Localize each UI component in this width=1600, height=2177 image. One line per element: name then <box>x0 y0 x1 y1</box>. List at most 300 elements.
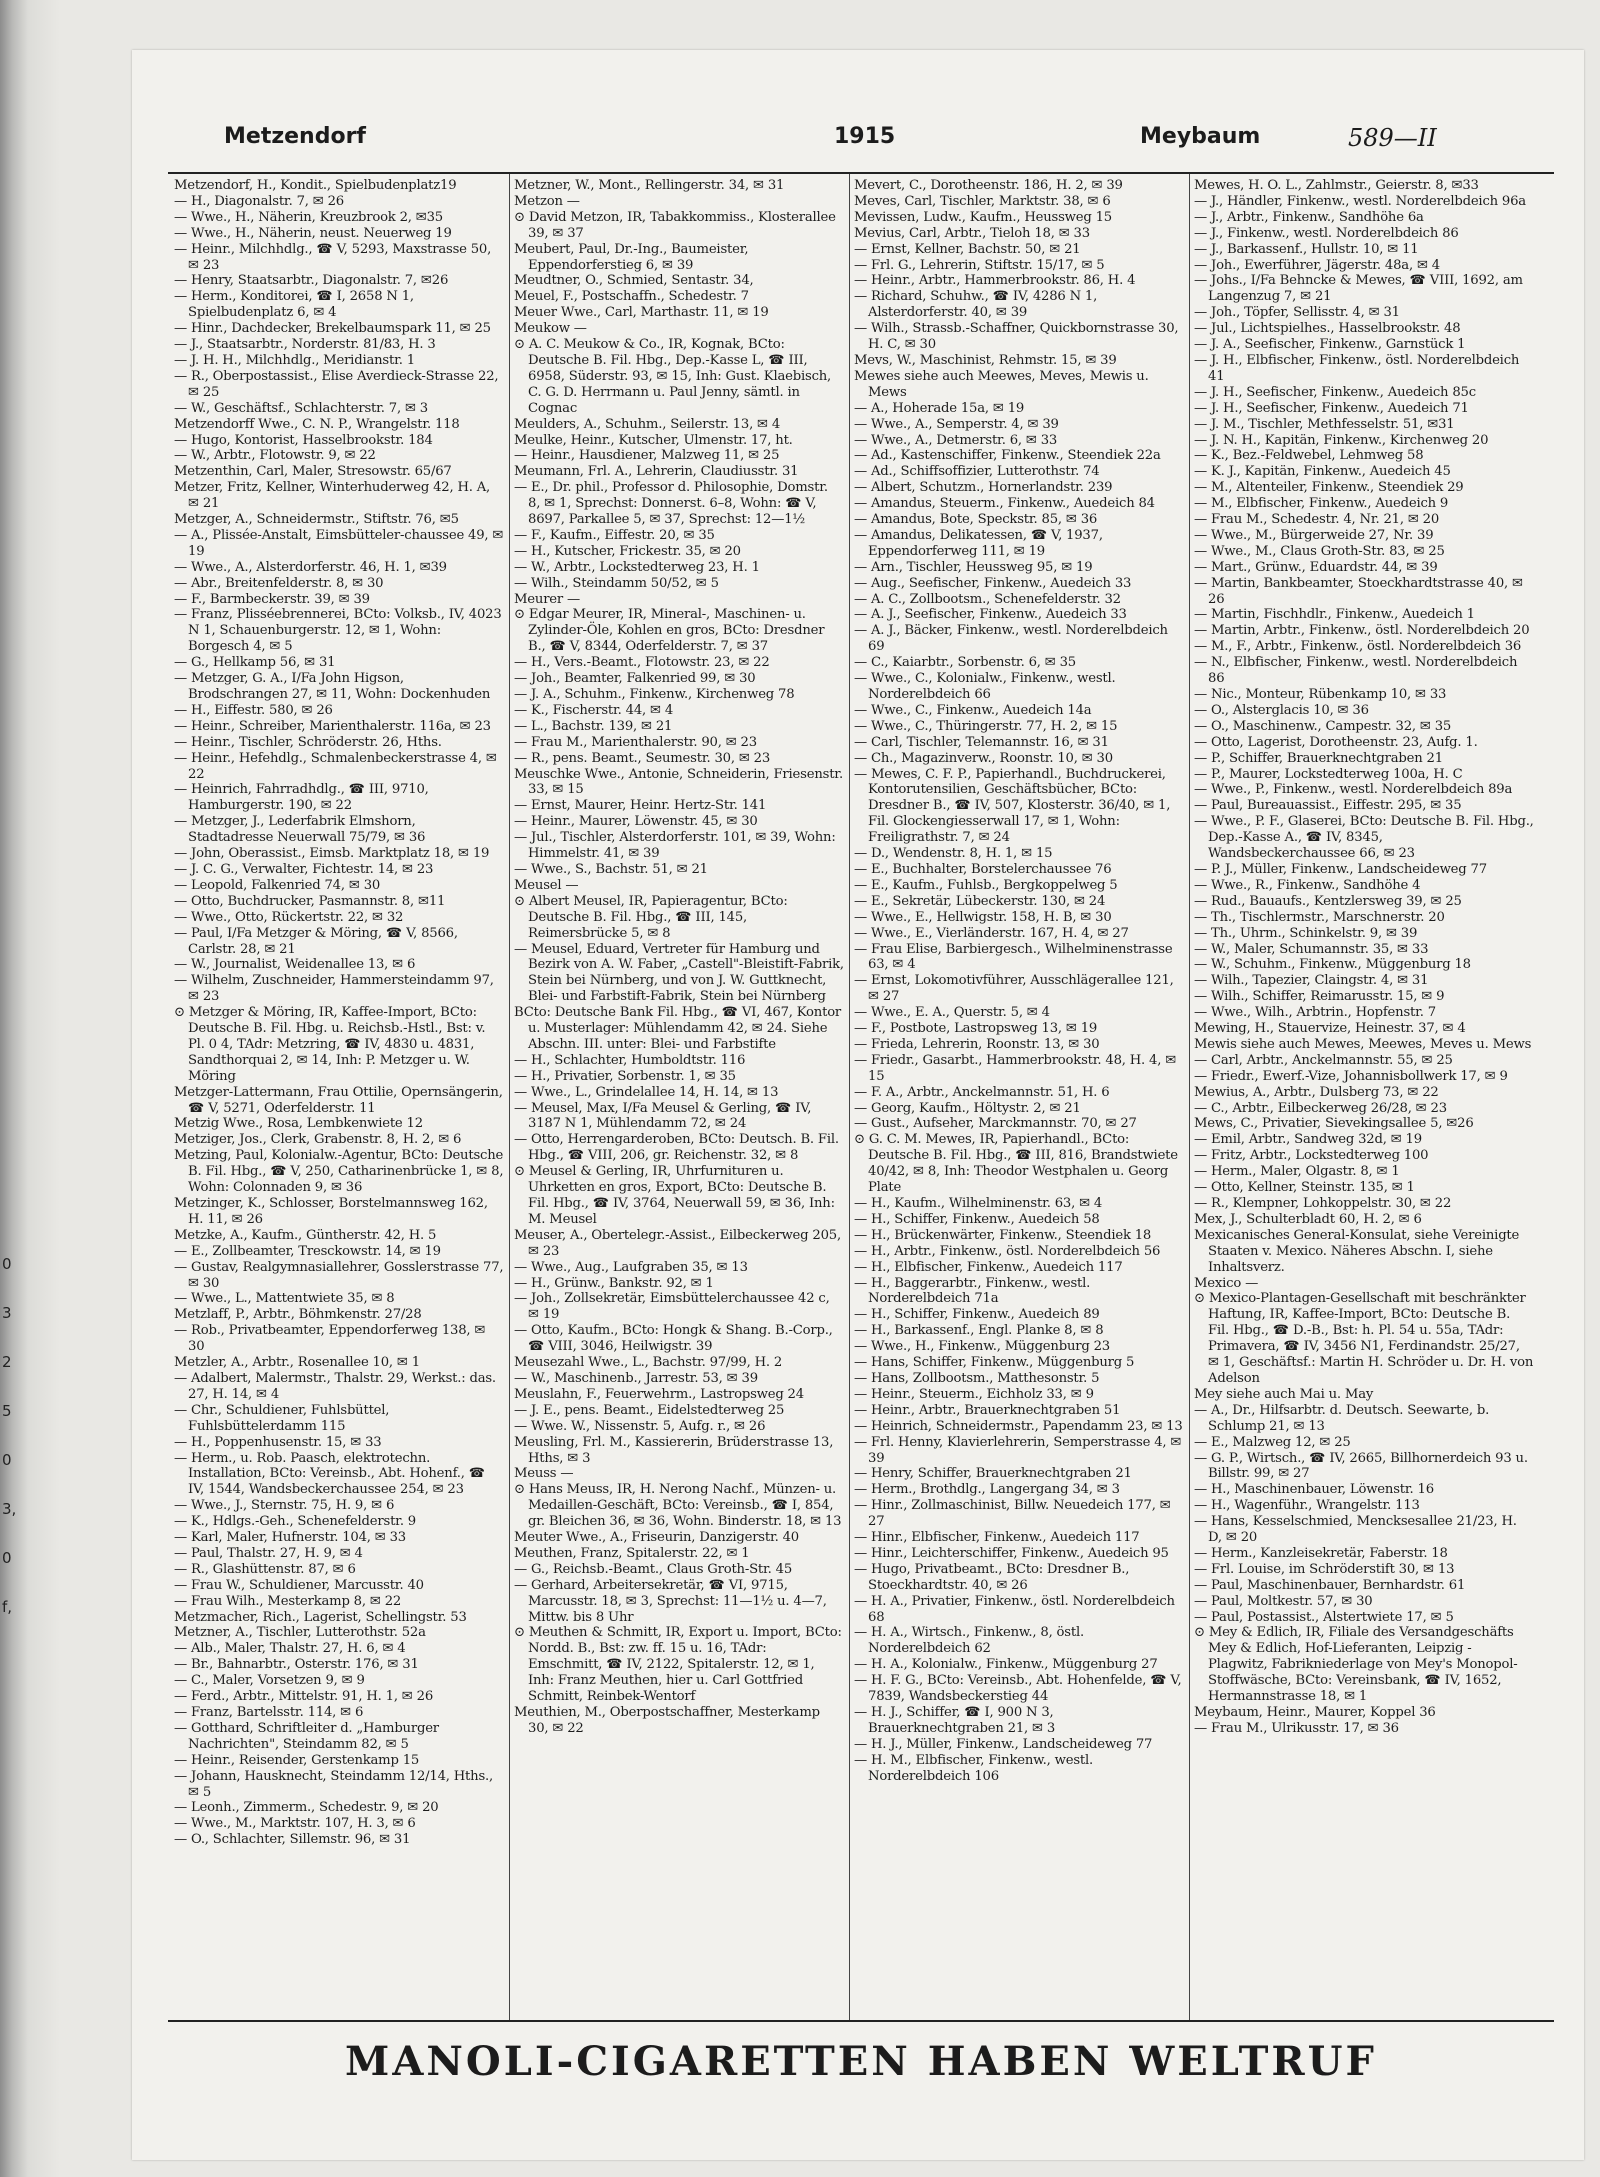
directory-entry: — J. A., Seefischer, Finkenw., Garnstück 1 <box>1194 337 1466 353</box>
directory-entry: — C., Maler, Vorsetzen 9, ✉ 9 <box>174 1673 365 1689</box>
margin-mark: 0 <box>2 1451 12 1469</box>
directory-entry: — H., Privatier, Sorbenstr. 1, ✉ 35 <box>514 1068 736 1084</box>
directory-entry: Meulders, A., Schuhm., Seilerstr. 13, ✉ 4 <box>514 416 781 432</box>
directory-entry: Metzger-Lattermann, Frau Ottilie, Opernsängerin, ☎ V, 5271, Oderfelderstr. 11 <box>174 1084 503 1116</box>
directory-entry: — H., Poppenhusenstr. 15, ✉ 33 <box>174 1434 382 1450</box>
directory-entry: — Leonh., Zimmerm., Schedestr. 9, ✉ 20 <box>174 1800 439 1816</box>
directory-entry: — Paul, I/Fa Metzger & Möring, ☎ V, 8566, Carlstr. 28, ✉ 21 <box>174 925 458 957</box>
directory-entry: — Abr., Breitenfelderstr. 8, ✉ 30 <box>174 575 384 591</box>
directory-entry: Mewius, A., Arbtr., Dulsberg 73, ✉ 22 <box>1194 1084 1439 1100</box>
margin-mark: 2 <box>2 1353 12 1371</box>
directory-entry: Metzmacher, Rich., Lagerist, Schellingstr. 53 <box>174 1609 467 1625</box>
directory-entry: Mevs, W., Maschinist, Rehmstr. 15, ✉ 39 <box>854 352 1117 368</box>
directory-entry: — Gotthard, Schriftleiter d. „Hamburger Nachrichten", Steindamm 82, ✉ 5 <box>174 1720 439 1752</box>
directory-entry: — W., Arbtr., Lockstedterweg 23, H. 1 <box>514 559 760 575</box>
directory-entry: — M., F., Arbtr., Finkenw., östl. Norderelbdeich 36 <box>1194 639 1522 655</box>
directory-entry: — J. C. G., Verwalter, Fichtestr. 14, ✉ 23 <box>174 861 434 877</box>
running-header <box>172 124 1552 164</box>
directory-entry: — Joh., Ewerführer, Jägerstr. 48a, ✉ 4 <box>1194 257 1440 273</box>
directory-entry: — E., Dr. phil., Professor d. Philosophie, Domstr. 8, ✉ 1, Sprechst: Donnerst. 6–8, Wohn: ☎ V, 8697, Parkallee 5, ✉ 37, Sprechst: 12—1½ <box>514 480 828 528</box>
directory-entry: Metzinger, K., Schlosser, Borstelmannsweg 162, H. 11, ✉ 26 <box>174 1196 488 1227</box>
directory-entry: — H., Barkassenf., Engl. Planke 8, ✉ 8 <box>854 1323 1104 1339</box>
directory-entry: — R., Klempner, Lohkoppelstr. 30, ✉ 22 <box>1194 1196 1452 1211</box>
directory-page <box>132 50 1584 2160</box>
directory-entry: Meukow — <box>514 321 587 337</box>
directory-entry: — H., Kutscher, Frickestr. 35, ✉ 20 <box>514 543 741 559</box>
directory-entry: — J. E., pens. Beamt., Eidelstedterweg 25 <box>514 1402 785 1418</box>
directory-entry: — Georg, Kaufm., Höltystr. 2, ✉ 21 <box>854 1100 1081 1116</box>
directory-entry: — Wwe., P., Finkenw., westl. Norderelbdeich 89a <box>1194 782 1513 798</box>
directory-entry: Meuschke Wwe., Antonie, Schneiderin, Friesenstr. 33, ✉ 15 <box>514 766 843 798</box>
directory-entry: — Br., Bahnarbtr., Osterstr. 176, ✉ 31 <box>174 1657 419 1673</box>
directory-entry: — Fritz, Arbtr., Lockstedterweg 100 <box>1194 1148 1429 1164</box>
directory-entry: — A., Hoherade 15a, ✉ 19 <box>854 400 1025 416</box>
directory-entry: — Wwe. W., Nissenstr. 5, Aufg. r., ✉ 26 <box>514 1418 766 1434</box>
advertisement-banner: MANOLI-CIGARETTEN HABEN WELTRUF <box>345 2038 1377 2085</box>
directory-entry: — Martin, Arbtr., Finkenw., östl. Norderelbdeich 20 <box>1194 623 1530 639</box>
directory-entry: Mexicanisches General-Konsulat, siehe Vereinigte Staaten v. Mexico. Näheres Abschn. I, siehe Inhaltsverz. <box>1194 1227 1520 1275</box>
directory-entry: — H., Wagenführ., Wrangelstr. 113 <box>1194 1498 1420 1514</box>
directory-entry: Meubert, Paul, Dr.-Ing., Baumeister, Eppendorferstieg 6, ✉ 39 <box>514 241 749 273</box>
directory-entry: Meuthen, Franz, Spitalerstr. 22, ✉ 1 <box>514 1545 750 1561</box>
directory-entry: — Wilh., Strassb.-Schaffner, Quickbornstrasse 30, H. C, ✉ 30 <box>854 321 1179 353</box>
directory-entry: Mex, J., Schulterbladt 60, H. 2, ✉ 6 <box>1194 1211 1422 1227</box>
directory-entry: — C., Kaiarbtr., Sorbenstr. 6, ✉ 35 <box>854 655 1076 671</box>
directory-entry: — Karl, Maler, Hufnerstr. 104, ✉ 33 <box>174 1530 406 1546</box>
directory-entry: — Paul, Bureauassist., Eiffestr. 295, ✉ 35 <box>1194 798 1462 814</box>
directory-entry: — Wilh., Tapezier, Claingstr. 4, ✉ 31 <box>1194 973 1429 989</box>
directory-entry: — Wwe., J., Sternstr. 75, H. 9, ✉ 6 <box>174 1498 395 1514</box>
directory-entry: Meves, Carl, Tischler, Marktstr. 38, ✉ 6 <box>854 193 1111 209</box>
directory-entry: — Frau M., Schedestr. 4, Nr. 21, ✉ 20 <box>1194 512 1440 528</box>
directory-entry: — Heinr., Steuerm., Eichholz 33, ✉ 9 <box>854 1386 1094 1402</box>
directory-entry: — J. H. H., Milchhdlg., Meridianstr. 1 <box>174 352 415 368</box>
directory-entry: — Joh., Zollsekretär, Eimsbüttelerchaussee 42 c, ✉ 19 <box>514 1291 830 1323</box>
directory-entry: ⊙ Metzger & Möring, IR, Kaffee-Import, BCto: Deutsche B. Fil. Hbg. u. Reichsb.-Hstl., Bst: v. Pl. 0 4, TAdr: Metzring, ☎ IV, 4830 u. 4831, Sandthorquai 2, ✉ 14, Inh: P. Metzger u. W. Möring <box>174 1005 486 1084</box>
directory-entry: — Herm., Brothdlg., Langergang 34, ✉ 3 <box>854 1482 1120 1498</box>
directory-entry: Metzig Wwe., Rosa, Lembkenwiete 12 <box>174 1116 423 1132</box>
directory-entry: — Wwe., H., Finkenw., Müggenburg 23 <box>854 1339 1110 1355</box>
directory-entry: — Heinr., Maurer, Löwenstr. 45, ✉ 30 <box>514 814 758 830</box>
margin-mark: f, <box>2 1598 13 1616</box>
directory-entry: Mey siehe auch Mai u. May <box>1194 1386 1374 1402</box>
directory-entry: — Rob., Privatbeamter, Eppendorferweg 138, ✉ 30 <box>174 1323 486 1355</box>
directory-entry: — W., Schuhm., Finkenw., Müggenburg 18 <box>1194 957 1471 973</box>
directory-entry: — Wwe., R., Finkenw., Sandhöhe 4 <box>1194 877 1421 893</box>
directory-entry: — Paul, Postassist., Alstertwiete 17, ✉ 5 <box>1194 1609 1454 1625</box>
directory-entry: — H., Elbfischer, Finkenw., Auedeich 117 <box>854 1259 1123 1275</box>
directory-entry: — Ferd., Arbtr., Mittelstr. 91, H. 1, ✉ 26 <box>174 1689 434 1705</box>
directory-entry: Meusezahl Wwe., L., Bachstr. 97/99, H. 2 <box>514 1355 783 1371</box>
directory-entry: — P., Maurer, Lockstedterweg 100a, H. C <box>1194 766 1463 782</box>
directory-entry: — M., Elbfischer, Finkenw., Auedeich 9 <box>1194 496 1449 512</box>
directory-entry: — J., Staatsarbtr., Norderstr. 81/83, H. 3 <box>174 337 436 353</box>
directory-entry: — G. P., Wirtsch., ☎ IV, 2665, Billhornerdeich 93 u. Billstr. 99, ✉ 27 <box>1194 1450 1528 1482</box>
directory-entry: — J., Arbtr., Finkenw., Sandhöhe 6a <box>1194 209 1424 225</box>
directory-entry: ⊙ Edgar Meurer, IR, Mineral-, Maschinen- u. Zylinder-Öle, Kohlen en gros, BCto: Dresdner B., ☎ V, 8344, Oderfelderstr. 7, ✉ 37 <box>514 607 825 655</box>
directory-entry: — Heinr., Arbtr., Brauerknechtgraben 51 <box>854 1402 1121 1418</box>
directory-entry: — Wwe., E., Hellwigstr. 158, H. B, ✉ 30 <box>854 909 1112 925</box>
directory-entry: — O., Schlachter, Sillemstr. 96, ✉ 31 <box>174 1832 411 1848</box>
directory-entry: Metzendorf, H., Kondit., Spielbudenplatz19 <box>174 178 457 193</box>
directory-entry: Metzer, Fritz, Kellner, Winterhuderweg 42, H. A, ✉ 21 <box>174 480 491 512</box>
directory-entry: — R., Oberpostassist., Elise Averdieck-Strasse 22, ✉ 25 <box>174 368 499 400</box>
directory-entry: — H., Grünw., Bankstr. 92, ✉ 1 <box>514 1275 714 1291</box>
directory-entry: — Gustav, Realgymnasiallehrer, Gosslerstrasse 77, ✉ 30 <box>174 1259 504 1291</box>
directory-entry: — Henry, Staatsarbtr., Diagonalstr. 7, ✉26 <box>174 273 449 289</box>
directory-entry: — Wwe., L., Grindelallee 14, H. 14, ✉ 13 <box>514 1084 779 1100</box>
directory-entry: — Th., Tischlermstr., Marschnerstr. 20 <box>1194 909 1445 925</box>
directory-entry: BCto: Deutsche Bank Fil. Hbg., ☎ VI, 467, Kontor u. Musterlager: Mühlendamm 42, ✉ 24. Siehe Abschn. III. unter: Blei- und Farbstifte <box>514 1005 842 1052</box>
directory-entry: — Paul, Maschinenbauer, Bernhardstr. 61 <box>1194 1577 1466 1593</box>
directory-entry: — W., Maler, Schumannstr. 35, ✉ 33 <box>1194 941 1429 957</box>
column-divider <box>849 174 850 2020</box>
directory-entry: Mewes, H. O. L., Zahlmstr., Geierstr. 8, ✉33 <box>1194 178 1479 193</box>
directory-entry: Metzlaff, P., Arbtr., Böhmkenstr. 27/28 <box>174 1307 422 1323</box>
directory-entry: — Franz, Bartelsstr. 114, ✉ 6 <box>174 1705 364 1720</box>
directory-entry: — H., Vers.-Beamt., Flotowstr. 23, ✉ 22 <box>514 655 770 671</box>
directory-entry: — P. J., Müller, Finkenw., Landscheideweg 77 <box>1194 861 1487 877</box>
directory-entry: — Wwe., C., Thüringerstr. 77, H. 2, ✉ 15 <box>854 718 1118 734</box>
directory-entry: Meurer — <box>514 591 580 607</box>
directory-entry: — Gust., Aufseher, Marckmannstr. 70, ✉ 27 <box>854 1116 1137 1132</box>
header-last-entry: Meybaum <box>1140 124 1261 149</box>
directory-entry: — Martin, Fischhdlr., Finkenw., Auedeich 1 <box>1194 607 1475 623</box>
directory-entry: — E., Kaufm., Fuhlsb., Bergkoppelweg 5 <box>854 877 1118 893</box>
directory-entry: — Albert, Schutzm., Hornerlandstr. 239 <box>854 480 1113 496</box>
directory-entry: — Friedr., Gasarbt., Hammerbrookstr. 48, H. 4, ✉ 15 <box>854 1052 1177 1084</box>
directory-entry: — Hans, Kesselschmied, Mencksesallee 21/23, H. D, ✉ 20 <box>1194 1514 1517 1546</box>
directory-entry: — Hinr., Elbfischer, Finkenw., Auedeich 117 <box>854 1530 1140 1546</box>
directory-entry: — J. M., Tischler, Methfesselstr. 51, ✉31 <box>1194 416 1455 432</box>
directory-entry: — H., Schiffer, Finkenw., Auedeich 58 <box>854 1211 1100 1227</box>
directory-entry: — Friedr., Ewerf.-Vize, Johannisbollwerk 17, ✉ 9 <box>1194 1068 1508 1084</box>
directory-entry: Mewes siehe auch Meewes, Meves, Mewis u. Mews <box>854 368 1149 400</box>
directory-entry: — F., Postbote, Lastropsweg 13, ✉ 19 <box>854 1021 1098 1037</box>
directory-entry: — Wwe., E. A., Querstr. 5, ✉ 4 <box>854 1005 1050 1021</box>
directory-entry: — Ad., Schiffsoffizier, Lutterothstr. 74 <box>854 464 1100 480</box>
directory-entry: — H., Kaufm., Wilhelminenstr. 63, ✉ 4 <box>854 1196 1103 1211</box>
directory-entry: — Heinr., Reisender, Gerstenkamp 15 <box>174 1752 420 1768</box>
directory-entry: — Amandus, Steuerm., Finkenw., Auedeich 84 <box>854 496 1155 512</box>
directory-entry: — Jul., Lichtspielhes., Hasselbrookstr. 48 <box>1194 321 1461 337</box>
directory-entry: — Amandus, Bote, Speckstr. 85, ✉ 36 <box>854 512 1098 528</box>
directory-entry: Mews, C., Privatier, Sievekingsallee 5, ✉26 <box>1194 1116 1474 1132</box>
directory-entry: — Hans, Schiffer, Finkenw., Müggenburg 5 <box>854 1355 1135 1371</box>
directory-entry: Metzler, A., Arbtr., Rosenallee 10, ✉ 1 <box>174 1355 420 1371</box>
directory-entry: — J., Händler, Finkenw., westl. Norderelbdeich 96a <box>1194 193 1526 209</box>
directory-entry: — Mart., Grünw., Eduardstr. 44, ✉ 39 <box>1194 559 1438 575</box>
directory-entry: — Wwe., P. F., Glaserei, BCto: Deutsche B. Fil. Hbg., Dep.-Kasse A., ☎ IV, 8345, Wandsbeckerchaussee 66, ✉ 23 <box>1194 814 1534 862</box>
directory-entry: — Paul, Thalstr. 27, H. 9, ✉ 4 <box>174 1545 363 1561</box>
directory-entry: — Frl. Henny, Klavierlehrerin, Semperstrasse 4, ✉ 39 <box>854 1434 1182 1466</box>
directory-entry: Metzon — <box>514 193 580 209</box>
directory-entry: — Heinr., Milchhdlg., ☎ V, 5293, Maxstrasse 50, ✉ 23 <box>174 241 492 273</box>
directory-entry: — Hugo, Privatbeamt., BCto: Dresdner B., Stoeckhardtstr. 40, ✉ 26 <box>854 1561 1130 1593</box>
directory-entry: — Johann, Hausknecht, Steindamm 12/14, Hths., ✉ 5 <box>174 1768 493 1800</box>
directory-entry: — Martin, Bankbeamter, Stoeckhardtstrasse 40, ✉ 26 <box>1194 575 1523 607</box>
directory-entry: — H., Schiffer, Finkenw., Auedeich 89 <box>854 1307 1100 1323</box>
directory-entry: — Nic., Monteur, Rübenkamp 10, ✉ 33 <box>1194 687 1447 702</box>
directory-entry: — Wwe., M., Marktstr. 107, H. 3, ✉ 6 <box>174 1816 416 1832</box>
directory-entry: — H. F. G., BCto: Vereinsb., Abt. Hohenfelde, ☎ V, 7839, Wandsbeckerstieg 44 <box>854 1673 1182 1705</box>
directory-entry: — John, Oberassist., Eimsb. Marktplatz 18, ✉ 19 <box>174 846 490 862</box>
directory-entry: ⊙ Albert Meusel, IR, Papieragentur, BCto: Deutsche B. Fil. Hbg., ☎ III, 145, Reimersbrücke 5, ✉ 8 <box>514 893 788 941</box>
directory-entry: — K., Bez.-Feldwebel, Lehmweg 58 <box>1194 448 1424 464</box>
directory-entry: Meuthien, M., Oberpostschaffner, Mesterkamp 30, ✉ 22 <box>514 1705 820 1736</box>
directory-entry: — Wwe., L., Mattentwiete 35, ✉ 8 <box>174 1291 395 1307</box>
directory-entry: — Ernst, Maurer, Heinr. Hertz-Str. 141 <box>514 798 767 814</box>
directory-entry: — Frieda, Lehrerin, Roonstr. 13, ✉ 30 <box>854 1036 1100 1052</box>
directory-entry: — E., Malzweg 12, ✉ 25 <box>1194 1434 1351 1450</box>
directory-entry: — J. H., Seefischer, Finkenw., Auedeich 71 <box>1194 400 1469 416</box>
directory-entry: — Wilhelm, Zuschneider, Hammersteindamm 97, ✉ 23 <box>174 973 494 1005</box>
directory-entry: Mevissen, Ludw., Kaufm., Heussweg 15 <box>854 209 1112 225</box>
directory-entry: — Herm., Konditorei, ☎ I, 2658 N 1, Spielbudenplatz 6, ✉ 4 <box>174 289 414 321</box>
directory-entry: — Jul., Tischler, Alsterdorferstr. 101, ✉ 39, Wohn: Himmelstr. 41, ✉ 39 <box>514 830 836 862</box>
directory-entry: Meybaum, Heinr., Maurer, Koppel 36 <box>1194 1705 1436 1720</box>
directory-entry: — Carl, Tischler, Telemannstr. 16, ✉ 31 <box>854 734 1109 750</box>
directory-entry: — Th., Uhrm., Schinkelstr. 9, ✉ 39 <box>1194 925 1418 941</box>
directory-entry: ⊙ Meuthen & Schmitt, IR, Export u. Import, BCto: Nordd. B., Bst: zw. ff. 15 u. 16, TAdr: Emschmitt, ☎ IV, 2122, Spitalerstr. 12, ✉ 1, Inh: Franz Meuthen, hier u. Carl Gottfried Schmitt, Reinbek-Wentorf <box>514 1625 842 1705</box>
directory-entry: ⊙ Hans Meuss, IR, H. Nerong Nachf., Münzen- u. Medaillen-Geschäft, BCto: Vereinsb., ☎ I, 854, gr. Bleichen 36, ✉ 36, Wohn. Binderstr. 18, ✉ 13 <box>514 1482 842 1530</box>
directory-entry: — Arn., Tischler, Heussweg 95, ✉ 19 <box>854 559 1093 575</box>
directory-entry: — Wwe., H., Näherin, neust. Neuerweg 19 <box>174 225 452 241</box>
directory-entry: — N., Elbfischer, Finkenw., westl. Norderelbdeich 86 <box>1194 655 1518 687</box>
directory-entry: — Ernst, Lokomotivführer, Ausschlägerallee 121, ✉ 27 <box>854 973 1174 1005</box>
directory-entry: Meusel — <box>514 877 579 893</box>
directory-entry: — Wwe., S., Bachstr. 51, ✉ 21 <box>514 861 708 877</box>
directory-entry: — Wwe., Otto, Rückertstr. 22, ✉ 32 <box>174 909 404 925</box>
margin-marks <box>2 1240 16 1632</box>
directory-entry: Metziger, Jos., Clerk, Grabenstr. 8, H. 2, ✉ 6 <box>174 1132 462 1148</box>
directory-entry: — A. C., Zollbootsm., Schenefelderstr. 32 <box>854 591 1121 607</box>
directory-entry: — Henry, Schiffer, Brauerknechtgraben 21 <box>854 1466 1132 1482</box>
directory-entry: Metzing, Paul, Kolonialw.-Agentur, BCto: Deutsche B. Fil. Hbg., ☎ V, 250, Catharinenbrücke 1, ✉ 8, Wohn: Colonnaden 9, ✉ 36 <box>174 1148 504 1196</box>
directory-entry: — Frl. G., Lehrerin, Stiftstr. 15/17, ✉ 5 <box>854 257 1105 273</box>
directory-entry: — Wwe., A., Semperstr. 4, ✉ 39 <box>854 416 1059 432</box>
directory-entry: — Otto, Kellner, Steinstr. 135, ✉ 1 <box>1194 1180 1415 1196</box>
directory-entry: — Herm., Maler, Olgastr. 8, ✉ 1 <box>1194 1164 1400 1180</box>
directory-entry: Metzenthin, Carl, Maler, Stresowstr. 65/67 <box>174 464 452 480</box>
margin-mark: 0 <box>2 1255 12 1273</box>
directory-entry: — Hans, Zollbootsm., Matthesonstr. 5 <box>854 1370 1100 1386</box>
page-gutter-shadow <box>0 0 132 2177</box>
directory-entry: Mevius, Carl, Arbtr., Tieloh 18, ✉ 33 <box>854 225 1090 241</box>
directory-entry: Mewis siehe auch Mewes, Meewes, Meves u. Mews <box>1194 1036 1532 1052</box>
directory-entry: Meusling, Frl. M., Kassiererin, Brüderstrasse 13, Hths, ✉ 3 <box>514 1434 834 1466</box>
entry-column-2 <box>514 178 844 2016</box>
directory-entry: — Heinr., Hefehdlg., Schmalenbeckerstrasse 4, ✉ 22 <box>174 750 497 782</box>
directory-entry: — R., pens. Beamt., Seumestr. 30, ✉ 23 <box>514 750 771 766</box>
directory-entry: — J. H., Elbfischer, Finkenw., östl. Norderelbdeich 41 <box>1194 352 1520 384</box>
directory-entry: — K., Hdlgs.-Geh., Schenefelderstr. 9 <box>174 1514 416 1530</box>
directory-entry: — Rud., Bauaufs., Kentzlersweg 39, ✉ 25 <box>1194 893 1462 909</box>
directory-entry: — Wwe., H., Näherin, Kreuzbrook 2, ✉35 <box>174 209 443 225</box>
directory-entry: ⊙ Meusel & Gerling, IR, Uhrfurnituren u. Uhrketten en gros, Export, BCto: Deutsche B. Fil. Hbg., ☎ IV, 3764, Neuerwall 59, ✉ 36, Inh: M. Meusel <box>514 1164 835 1227</box>
directory-entry: — Heinrich, Schneidermstr., Papendamm 23, ✉ 13 <box>854 1418 1183 1434</box>
directory-entry: — W., Arbtr., Flotowstr. 9, ✉ 22 <box>174 448 376 464</box>
directory-entry: — H. A., Privatier, Finkenw., östl. Norderelbdeich 68 <box>854 1593 1175 1625</box>
directory-entry: Metzner, A., Tischler, Lutterothstr. 52a <box>174 1625 426 1641</box>
directory-entry: — Joh., Beamter, Falkenried 99, ✉ 30 <box>514 671 756 687</box>
directory-entry: — Metzger, G. A., I/Fa John Higson, Brodschrangen 27, ✉ 11, Wohn: Dockenhuden <box>174 671 491 702</box>
directory-entry: — W., Journalist, Weidenallee 13, ✉ 6 <box>174 957 416 973</box>
directory-entry: ⊙ A. C. Meukow & Co., IR, Kognak, BCto: Deutsche B. Fil. Hbg., Dep.-Kasse L, ☎ III, 6958, Süderstr. 93, ✉ 15, Inh: Gust. Klaebisch, C. G. D. Herrmann u. Paul Jenny, sämtl. in Cognac <box>514 337 832 416</box>
directory-entry: — Emil, Arbtr., Sandweg 32d, ✉ 19 <box>1194 1132 1422 1148</box>
directory-entry: — Frl. Louise, im Schröderstift 30, ✉ 13 <box>1194 1561 1455 1577</box>
directory-entry: — Wwe., C., Finkenw., Auedeich 14a <box>854 702 1092 718</box>
directory-entry: — Wilh., Schiffer, Reimarusstr. 15, ✉ 9 <box>1194 989 1445 1005</box>
entry-column-4 <box>1194 178 1534 2016</box>
directory-entry: — Wwe., C., Kolonialw., Finkenw., westl. Norderelbdeich 66 <box>854 671 1116 702</box>
directory-entry: — K., Fischerstr. 44, ✉ 4 <box>514 702 674 718</box>
directory-entry: — Aug., Seefischer, Finkenw., Auedeich 33 <box>854 575 1132 591</box>
directory-entry: — Heinr., Tischler, Schröderstr. 26, Hths. <box>174 734 442 750</box>
directory-entry: — H., Maschinenbauer, Löwenstr. 16 <box>1194 1482 1434 1498</box>
directory-entry: — J., Finkenw., westl. Norderelbdeich 86 <box>1194 225 1459 241</box>
directory-entry: Meuter Wwe., A., Friseurin, Danzigerstr. 40 <box>514 1530 799 1546</box>
directory-entry: — F., Kaufm., Eiffestr. 20, ✉ 35 <box>514 527 715 543</box>
directory-entry: — A., Dr., Hilfsarbtr. d. Deutsch. Seewarte, b. Schlump 21, ✉ 13 <box>1194 1402 1490 1434</box>
directory-entry: — H., Brückenwärter, Finkenw., Steendiek 18 <box>854 1227 1152 1243</box>
header-first-entry: Metzendorf <box>224 124 367 149</box>
directory-entry: — L., Bachstr. 139, ✉ 21 <box>514 718 673 734</box>
directory-entry: — Johs., I/Fa Behncke & Mewes, ☎ VIII, 1692, am Langenzug 7, ✉ 21 <box>1194 273 1523 305</box>
directory-entry: — Otto, Lagerist, Dorotheenstr. 23, Aufg. 1. <box>1194 734 1478 750</box>
directory-entry: — Herm., u. Rob. Paasch, elektrotechn. Installation, BCto: Vereinsb., Abt. Hohenf., ☎ IV, 1544, Wandsbeckerchaussee 254, ✉ 23 <box>174 1450 485 1498</box>
directory-entry: — F. A., Arbtr., Anckelmannstr. 51, H. 6 <box>854 1084 1110 1100</box>
directory-entry: — W., Maschinenb., Jarrestr. 53, ✉ 39 <box>514 1370 758 1386</box>
page-number: 589—II <box>1348 124 1437 152</box>
directory-entry: — A., Plissée-Anstalt, Eimsbütteler-chaussee 49, ✉ 19 <box>174 527 504 559</box>
directory-entry: Meuss — <box>514 1466 574 1482</box>
directory-entry: ⊙ G. C. M. Mewes, IR, Papierhandl., BCto: Deutsche B. Fil. Hbg., ☎ III, 816, Brandstwiete 40/42, ✉ 8, Inh: Theodor Westphalen u. Georg Plate <box>854 1132 1178 1196</box>
directory-entry: — H. J., Schiffer, ☎ I, 900 N 3, Brauerknechtgraben 21, ✉ 3 <box>854 1705 1056 1736</box>
directory-entry: — E., Sekretär, Lübeckerstr. 130, ✉ 24 <box>854 893 1106 909</box>
directory-entry: — Heinr., Arbtr., Hammerbrookstr. 86, H. 4 <box>854 273 1136 289</box>
directory-entry: — H. A., Kolonialw., Finkenw., Müggenburg 27 <box>854 1657 1158 1673</box>
directory-entry: — H. M., Elbfischer, Finkenw., westl. Norderelbdeich 106 <box>854 1752 1094 1784</box>
directory-entry: Metzke, A., Kaufm., Güntherstr. 42, H. 5 <box>174 1227 437 1243</box>
directory-entry: — Joh., Töpfer, Sellisstr. 4, ✉ 31 <box>1194 305 1400 321</box>
directory-entry: — M., Altenteiler, Finkenw., Steendiek 29 <box>1194 480 1464 496</box>
directory-entry: — R., Glashüttenstr. 87, ✉ 6 <box>174 1561 356 1577</box>
directory-entry: — Hinr., Zollmaschinist, Billw. Neuedeich 177, ✉ 27 <box>854 1498 1171 1530</box>
directory-entry: — Wwe., Wilh., Arbtrin., Hopfenstr. 7 <box>1194 1005 1436 1021</box>
directory-entry: — Meusel, Eduard, Vertreter für Hamburg und Bezirk von A. W. Faber, „Castell"-Bleistift-Fabrik, Stein bei Nürnberg, und von J. W. Guttknecht, Blei- und Farbstift-Fabrik, Stein bei Nürnberg <box>514 941 844 1005</box>
margin-mark: 3, <box>2 1500 17 1518</box>
directory-entry: — Heinrich, Fahrradhdlg., ☎ III, 9710, Hamburgerstr. 190, ✉ 22 <box>174 782 429 814</box>
header-year: 1915 <box>834 124 896 149</box>
directory-entry: — Herm., Kanzleisekretär, Faberstr. 18 <box>1194 1545 1448 1561</box>
directory-entry: — Wilh., Steindamm 50/52, ✉ 5 <box>514 575 719 591</box>
directory-entry: — Paul, Moltkestr. 57, ✉ 30 <box>1194 1593 1373 1609</box>
directory-entry: — J., Barkassenf., Hullstr. 10, ✉ 11 <box>1194 241 1419 257</box>
directory-entry: — F., Barmbeckerstr. 39, ✉ 39 <box>174 591 370 607</box>
directory-entry: — G., Hellkamp 56, ✉ 31 <box>174 655 336 671</box>
directory-entry: — H., Schlachter, Humboldtstr. 116 <box>514 1052 746 1068</box>
directory-entry: Mevert, C., Dorotheenstr. 186, H. 2, ✉ 39 <box>854 178 1123 193</box>
margin-mark: 5 <box>2 1402 12 1420</box>
directory-entry: — Heinr., Hausdiener, Malzweg 11, ✉ 25 <box>514 448 780 464</box>
header-rule <box>168 172 1554 174</box>
directory-entry: Meuslahn, F., Feuerwehrm., Lastropsweg 24 <box>514 1386 804 1402</box>
directory-entry: — H. A., Wirtsch., Finkenw., 8, östl. Norderelbdeich 62 <box>854 1625 1084 1657</box>
directory-entry: — W., Geschäftsf., Schlachterstr. 7, ✉ 3 <box>174 400 428 416</box>
directory-entry: — A. J., Bäcker, Finkenw., westl. Norderelbdeich 69 <box>854 623 1168 655</box>
directory-entry: — J. H., Seefischer, Finkenw., Auedeich 85c <box>1194 384 1476 400</box>
directory-entry: — J. A., Schuhm., Finkenw., Kirchenweg 78 <box>514 687 795 702</box>
directory-entry: — Ad., Kastenschiffer, Finkenw., Steendiek 22a <box>854 448 1161 464</box>
directory-entry: — Chr., Schuldiener, Fuhlsbüttel, Fuhlsbüttelerdamm 115 <box>174 1402 390 1434</box>
entry-column-1 <box>174 178 504 2016</box>
directory-entry: — Carl, Arbtr., Anckelmannstr. 55, ✉ 25 <box>1194 1052 1453 1068</box>
directory-entry: — Franz, Plisséebrennerei, BCto: Volksb., IV, 4023 N 1, Schauenburgerstr. 12, ✉ 1, Wohn: Borgesch 4, ✉ 5 <box>174 607 502 655</box>
directory-entry: — Frau Elise, Barbiergesch., Wilhelminenstrasse 63, ✉ 4 <box>854 941 1173 973</box>
directory-entry: Meulke, Heinr., Kutscher, Ulmenstr. 17, ht. <box>514 432 793 448</box>
directory-entry: — Leopold, Falkenried 74, ✉ 30 <box>174 877 381 893</box>
margin-mark: 0 <box>2 1549 12 1567</box>
directory-entry: Metzner, W., Mont., Rellingerstr. 34, ✉ 31 <box>514 178 785 193</box>
directory-entry: — A. J., Seefischer, Finkenw., Auedeich 33 <box>854 607 1127 623</box>
directory-entry: Meuel, F., Postschaffn., Schedestr. 7 <box>514 289 749 305</box>
directory-entry: — Otto, Buchdrucker, Pasmannstr. 8, ✉11 <box>174 893 446 909</box>
directory-entry: — Wwe., E., Vierländerstr. 167, H. 4, ✉ 27 <box>854 925 1129 941</box>
directory-entry: — Wwe., A., Detmerstr. 6, ✉ 33 <box>854 432 1058 448</box>
directory-entry: — G., Reichsb.-Beamt., Claus Groth-Str. 45 <box>514 1561 793 1577</box>
column-divider <box>509 174 510 2020</box>
directory-entry: ⊙ Mey & Edlich, IR, Filiale des Versandgeschäfts Mey & Edlich, Hof-Lieferanten, Leipzig - Plagwitz, Fabrikniederlage von Mey's Monopol-Stoffwäsche, BCto: Vereinsbank, ☎ IV, 1652, Hermannstrasse 18, ✉ 1 <box>1194 1625 1518 1705</box>
directory-entry: — H., Baggerarbtr., Finkenw., westl. Norderelbdeich 71a <box>854 1275 1091 1307</box>
directory-entry: — Richard, Schuhw., ☎ IV, 4286 N 1, Alsterdorferstr. 40, ✉ 39 <box>854 289 1098 321</box>
directory-entry: — H. J., Müller, Finkenw., Landscheideweg 77 <box>854 1736 1153 1752</box>
directory-entry: Mexico — <box>1194 1275 1259 1291</box>
directory-entry: — C., Arbtr., Eilbeckerweg 26/28, ✉ 23 <box>1194 1100 1447 1116</box>
directory-entry: — O., Alsterglacis 10, ✉ 36 <box>1194 702 1369 718</box>
directory-entry: — K. J., Kapitän, Finkenw., Auedeich 45 <box>1194 464 1451 480</box>
directory-entry: — Otto, Kaufm., BCto: Hongk & Shang. B.-Corp., ☎ VIII, 3046, Heilwigstr. 39 <box>514 1323 833 1355</box>
directory-entry: — Wwe., Aug., Laufgraben 35, ✉ 13 <box>514 1259 748 1275</box>
directory-entry: — Frau M., Ulrikusstr. 17, ✉ 36 <box>1194 1720 1399 1736</box>
directory-entry: — E., Buchhalter, Borstelerchaussee 76 <box>854 861 1112 877</box>
directory-entry: — P., Schiffer, Brauerknechtgraben 21 <box>1194 750 1443 766</box>
directory-entry: Meudtner, O., Schmied, Sentastr. 34, <box>514 273 754 289</box>
directory-entry: — Gerhard, Arbeitersekretär, ☎ VI, 9715, Marcusstr. 18, ✉ 3, Sprechst: 11—1½ u. 4—7, Mittw. bis 8 Uhr <box>514 1577 827 1625</box>
directory-entry: — H., Diagonalstr. 7, ✉ 26 <box>174 193 344 209</box>
directory-entry: Metzendorff Wwe., C. N. P., Wrangelstr. 118 <box>174 416 460 432</box>
directory-entry: — Metzger, J., Lederfabrik Elmshorn, Stadtadresse Neuerwall 75/79, ✉ 36 <box>174 814 426 846</box>
directory-entry: ⊙ David Metzon, IR, Tabakkommiss., Klosterallee 39, ✉ 37 <box>514 209 836 241</box>
directory-entry: Meuser, A., Obertelegr.-Assist., Eilbeckerweg 205, ✉ 23 <box>514 1227 841 1259</box>
directory-entry: — Mewes, C. F. P., Papierhandl., Buchdruckerei, Kontorutensilien, Geschäftsbücher, BCto: Dresdner B., ☎ IV, 507, Klosterstr. 36/40, ✉ 1, Fil. Glockengiesserwall 17, ✉ 1, Wohn: Freiligrathstr. 7, ✉ 24 <box>854 766 1171 846</box>
directory-entry: Meuer Wwe., Carl, Marthastr. 11, ✉ 19 <box>514 305 769 321</box>
directory-entry: — Alb., Maler, Thalstr. 27, H. 6, ✉ 4 <box>174 1641 406 1657</box>
directory-entry: — Wwe., A., Alsterdorferstr. 46, H. 1, ✉39 <box>174 559 447 575</box>
margin-mark: 3 <box>2 1304 12 1322</box>
directory-entry: — Adalbert, Malermstr., Thalstr. 29, Werkst.: das. 27, H. 14, ✉ 4 <box>174 1370 496 1402</box>
directory-entry: — Hugo, Kontorist, Hasselbrookstr. 184 <box>174 432 433 448</box>
directory-entry: ⊙ Mexico-Plantagen-Gesellschaft mit beschränkter Haftung, IR, Kaffee-Import, BCto: Deutsche B. Fil. Hbg., ☎ D.-B., Bst: h. Pl. 54 u. 55a, TAdr: Primavera, ☎ IV, 3456 N1, Ferdinandstr. 25/27, ✉ 1, Geschäftsf.: Martin H. Schröder u. Dr. H. von Adelson <box>1194 1291 1534 1386</box>
directory-entry: — Wwe., M., Claus Groth-Str. 83, ✉ 25 <box>1194 543 1445 559</box>
directory-entry: — Heinr., Schreiber, Marienthalerstr. 116a, ✉ 23 <box>174 718 491 734</box>
column-divider <box>1189 174 1190 2020</box>
directory-entry: — H., Eiffestr. 580, ✉ 26 <box>174 702 333 718</box>
directory-entry: Metzger, A., Schneidermstr., Stiftstr. 76, ✉5 <box>174 512 459 528</box>
directory-entry: — Wwe., M., Bürgerweide 27, Nr. 39 <box>1194 527 1434 543</box>
directory-entry: — Frau Wilh., Mesterkamp 8, ✉ 22 <box>174 1593 402 1609</box>
directory-entry: — D., Wendenstr. 8, H. 1, ✉ 15 <box>854 846 1053 862</box>
